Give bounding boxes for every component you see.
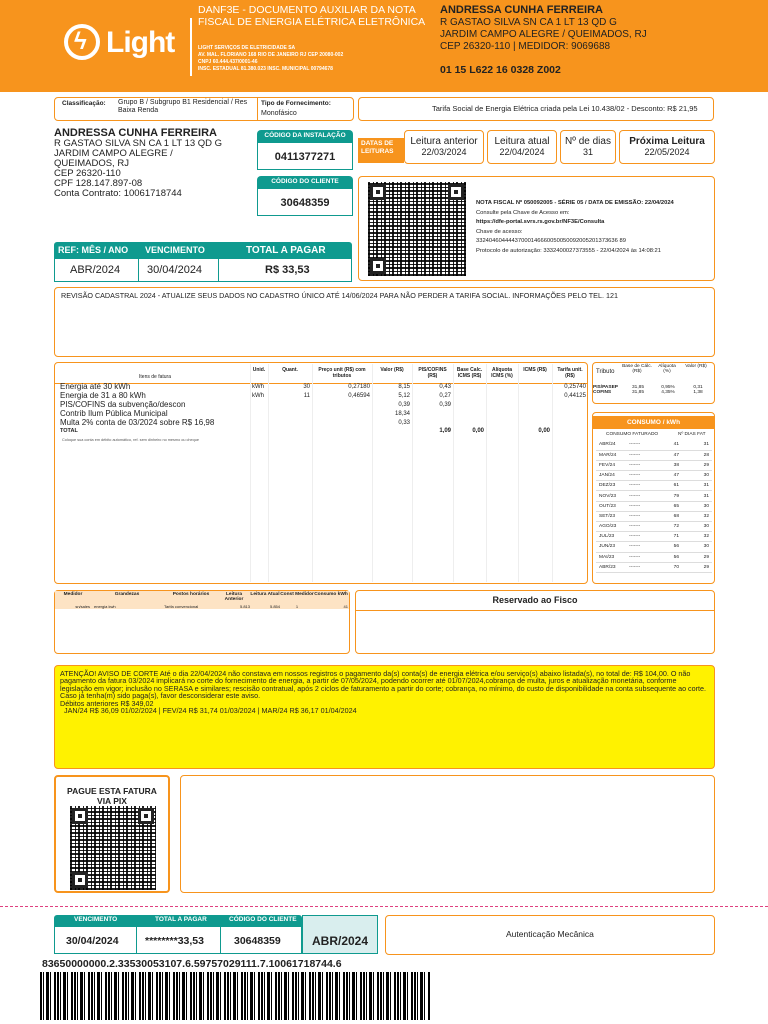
header-customer-name: ANDRESSA CUNHA FERREIRA xyxy=(440,4,603,16)
tariff-note: Tarifa Social de Energia Elétrica criada pela Lei 10.438/02 - Desconto: R$ 21,95 xyxy=(432,104,698,113)
supply-type-value: Monofásico xyxy=(261,110,297,117)
nf-qr-code xyxy=(368,182,466,276)
table-row: PIS/PASEP 31,85 0,95% 0,31 xyxy=(593,385,703,390)
items-header-qty: Quant. xyxy=(282,367,298,373)
items-header-tariff: Tarifa unit. (R$) xyxy=(557,367,583,379)
document-title: DANF3E - DOCUMENTO AUXILIAR DA NOTA FISCAL DE ENERGIA ELÉTRICA ELETRÔNICA xyxy=(198,4,426,28)
logo-text: Light xyxy=(106,26,175,59)
debit-note: Coloque sua conta em débito automático, ref. sem dinheiro no mesmo ou cheque xyxy=(62,438,199,442)
fisco-title: Reservado ao Fisco xyxy=(492,595,578,605)
tributes-header-rate: Alíquota (%) xyxy=(658,364,676,374)
stub-total-label: TOTAL A PAGAR xyxy=(155,916,207,923)
table-row: JUN/23 ------- 56 30 xyxy=(596,542,712,552)
due-label: VENCIMENTO xyxy=(145,245,205,255)
table-row: Multa 2% conta de 03/2024 sobre R$ 16,98 0,33 xyxy=(60,418,410,427)
table-row: FEV/24 ------- 38 29 xyxy=(596,460,712,470)
table-row: SET/23 ------- 68 32 xyxy=(596,511,712,521)
tributes-header-base: Base de Cálc. (R$) xyxy=(622,364,652,374)
supply-type-label: Tipo de Fornecimento: xyxy=(261,100,331,107)
ref-label: REF: MÊS / ANO xyxy=(58,245,129,255)
install-code-value: 0411377271 xyxy=(257,142,353,170)
classification-label: Classificação: xyxy=(62,100,106,107)
total-value: R$ 33,53 xyxy=(265,264,310,276)
table-row: PIS/COFINS da subvenção/descon 0,39 0,39 xyxy=(60,400,451,409)
items-header-icms: ICMS (R$) xyxy=(523,367,547,373)
next-reading-box: Próxima Leitura 22/05/2024 xyxy=(619,130,715,164)
table-row: ABR/24 ------- 41 31 xyxy=(596,440,712,450)
tributes-table xyxy=(592,385,714,395)
classification-value: Grupo B / Subgrupo B1 Residencial / Res Baixa Renda xyxy=(118,99,248,114)
install-code-label: CÓDIGO DA INSTALAÇÃO xyxy=(257,130,353,142)
tributes-header-name: Tributo xyxy=(596,369,615,375)
barcode-number: 83650000000.2.33530053107.6.59757029111.7.10061718744.6 xyxy=(42,958,342,970)
cut-line xyxy=(0,906,768,907)
items-header-desc: Itens de fatura xyxy=(139,374,171,380)
auth-label: Autenticação Mecânica xyxy=(506,929,594,939)
notice-box: REVISÃO CADASTRAL 2024 - ATUALIZE SEUS DADOS NO CADASTRO ÚNICO ATÉ 14/06/2024 PARA NÃO PERDER A TARIFA SOCIAL. INFORMAÇÕES PELO TEL. 121 xyxy=(54,287,715,357)
items-header-pis: PIS/COFINS (R$) xyxy=(418,367,447,379)
header-customer-address: R GASTAO SILVA SN CA 1 LT 13 QD G JARDIM CAMPO ALEGRE / QUEIMADOS, RJ CEP 26320-110 | MEDIDOR: 9069688 xyxy=(440,17,647,52)
ref-value: ABR/2024 xyxy=(70,264,121,276)
table-row: AGO/23 ------- 72 30 xyxy=(596,522,712,532)
table-row: JAN/24 ------- 47 30 xyxy=(596,471,712,481)
prev-reading-box: Leitura anterior 22/03/2024 xyxy=(404,130,484,164)
tributes-header-value: Valor (R$) xyxy=(685,364,707,369)
due-value: 30/04/2024 xyxy=(147,264,203,276)
consumption-title: CONSUMO / kWh xyxy=(593,416,714,429)
items-header-price: Preço unit (R$) com tributos xyxy=(318,367,366,379)
meter-table xyxy=(56,592,348,609)
table-row: sn/sales energia kwh Tarifa convencional 5.813 5.854 1 41 xyxy=(75,604,348,609)
client-code-value: 30648359 xyxy=(257,188,353,216)
total-label: TOTAL A PAGAR xyxy=(246,245,326,256)
reading-dates-label: DATAS DE LEITURAS xyxy=(358,138,404,163)
items-header-unit: Unid. xyxy=(252,367,266,373)
pix-label: PAGUE ESTA FATURA VIA PIX xyxy=(67,786,157,806)
stub-due-value: 30/04/2024 xyxy=(66,935,119,947)
cut-warning-text: ATENÇÃO! AVISO DE CORTE Até o dia 22/04/2024 não constava em nossos registros o pagamento da(s) conta(s) de energia elétrica e/ou serviço(s) abaixo listada(s), no total de: R$ 104,00. O não pagamento da fatura 03/2024 implicará no corte do fornecimento de energia, a partir de 07/05/2024, podendo ocorrer até 01/07/2024,cobrança de multa, juros e atualização monetária, conforme legislação em vigor; inclusão no SERASA e similares; rescisão contratual, após 2 ciclos de faturamento a partir do corte; cobrança, no mínimo, do custo de disponibilidade na conta subsequente ao corte. Caso já tenha(m) sido paga(s), favor desconsiderar este aviso. Débitos anteriores R$ 349,02 JAN/24 R$ 36,09 01/02/2024 | FEV/24 R$ 31,74 01/03/2024 | MAR/24 R$ 36,17 01/04/2024 xyxy=(60,669,707,716)
items-header-base: Base Calc. ICMS (R$) xyxy=(456,367,483,379)
table-row: Energia até 30 kWh kWh 30 0,27180 8,15 0,43 0,25740 xyxy=(60,382,586,391)
table-row: MAI/23 ------- 56 29 xyxy=(596,552,712,562)
table-row: MAR/24 ------- 47 28 xyxy=(596,450,712,460)
client-code-label: CÓDIGO DO CLIENTE xyxy=(257,176,353,188)
payment-barcode xyxy=(40,972,430,1020)
customer-details: R GASTAO SILVA SN CA 1 LT 13 QD G JARDIM CAMPO ALEGRE / QUEIMADOS, RJ CEP 26320-110 CPF 128.147.897-08 Conta Contrato: 10061718744 xyxy=(54,138,223,199)
stub-due-label: VENCIMENTO xyxy=(74,916,118,923)
table-row: NOV/23 ------- 79 31 xyxy=(596,491,712,501)
items-header-value: Valor (R$) xyxy=(380,367,404,373)
items-table xyxy=(58,382,588,435)
table-row: Contrib Ilum Pública Municipal 18,34 xyxy=(60,409,410,418)
table-row: Medidor Grandezas Postos horários Leitura Anterior Leitura Atual Const Medidor Consumo kWh xyxy=(63,592,348,602)
consumption-table xyxy=(596,440,712,573)
stub-total-value: ********33,53 xyxy=(145,935,204,947)
stub-ref-value: ABR/2024 xyxy=(302,915,378,954)
table-row: JUL/23 ------- 71 32 xyxy=(596,532,712,542)
nf-details: NOTA FISCAL Nº 050092005 - SÉRIE 05 / DATA DE EMISSÃO: 22/04/2024 Consulte pela Chave de Acesso em: https://dfe-portal.svrs.rs.gov.br/NF3E/Consulta Chave de acesso: 33240460444437000146660050050092005201373636 89 Protocolo de autorização: 3332400027373555 - 22/04/2024 às 14:08:21 xyxy=(476,200,674,254)
table-row: TOTAL 1,09 0,00 0,00 xyxy=(60,427,550,434)
blank-box xyxy=(180,775,715,893)
company-info: LIGHT SERVIÇOS DE ELETRICIDADE SA AV. MAL. FLORIANO 168 RIO DE JANEIRO RJ CEP 20080-002 CNPJ 60.444.437/0001-46 INSC. ESTADUAL 81.380.023 INSC. MUNICIPAL 00794678 xyxy=(198,45,344,72)
curr-reading-box: Leitura atual 22/04/2024 xyxy=(487,130,557,164)
days-box: Nº de dias 31 xyxy=(560,130,616,164)
table-row: DEZ/23 ------- 61 31 xyxy=(596,481,712,491)
consumption-header-days: Nº DIAS FAT xyxy=(678,432,706,437)
customer-name: ANDRESSA CUNHA FERREIRA xyxy=(54,127,217,139)
logo-divider xyxy=(190,18,192,76)
table-row: Energia de 31 a 80 kWh kWh 11 0,46594 5,12 0,27 0,44125 xyxy=(60,391,586,400)
stub-client-label: CÓDIGO DO CLIENTE xyxy=(229,916,297,923)
items-header-aliq: Alíquota ICMS (%) xyxy=(491,367,513,379)
lightning-bolt-icon: ϟ xyxy=(74,28,87,55)
consumption-header-billed: CONSUMO FATURADO xyxy=(606,432,659,437)
stub-client-value: 30648359 xyxy=(234,935,281,947)
table-row: ABR/23 ------- 70 29 xyxy=(596,562,712,572)
pix-qr-code[interactable] xyxy=(70,806,156,890)
table-row: OUT/23 ------- 65 30 xyxy=(596,501,712,511)
table-row: COFINS 31,85 4,35% 1,38 xyxy=(593,390,703,395)
header-code-line: 01 15 L622 16 0328 Z002 xyxy=(440,64,561,76)
